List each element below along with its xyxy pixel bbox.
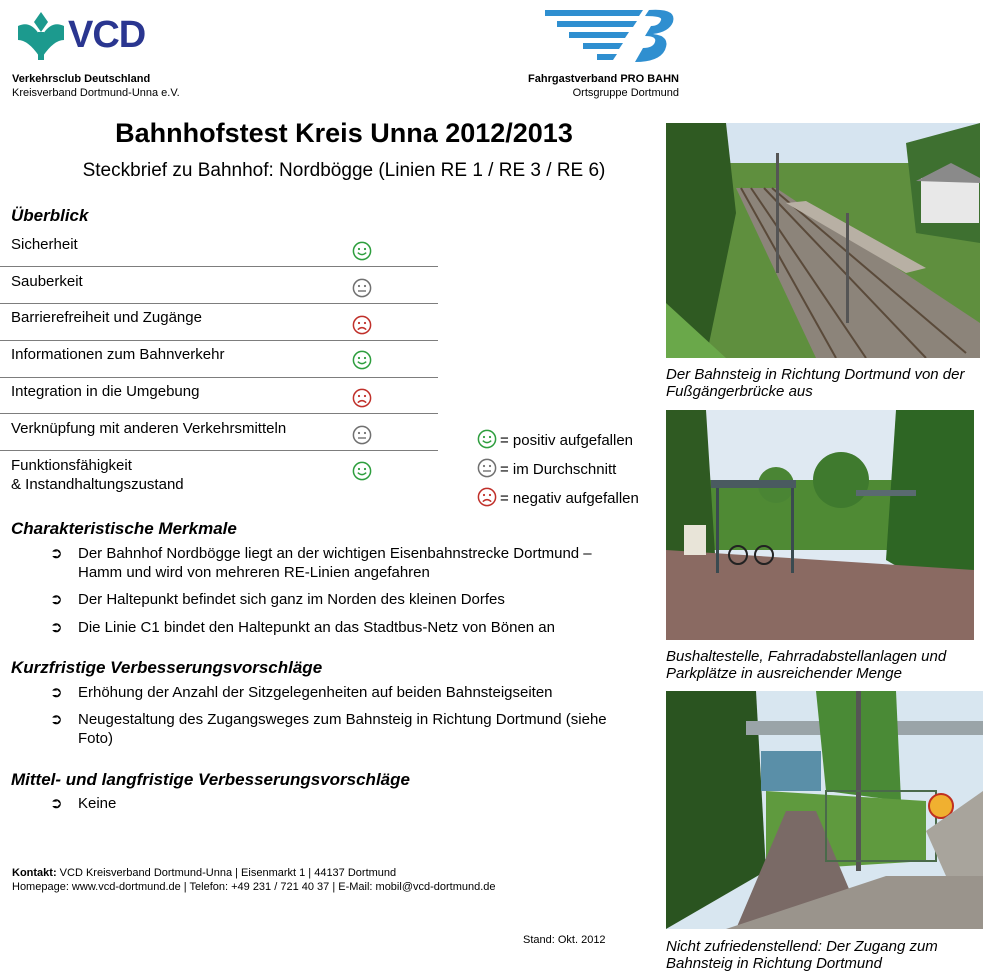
overview-row-label: Verknüpfung mit anderen Verkehrsmitteln	[11, 420, 287, 437]
left-org-block	[12, 72, 180, 100]
overview-row-informationen	[0, 341, 438, 378]
arrow-bullet-icon: ➲	[50, 619, 63, 636]
vcd-emblem-icon	[12, 10, 70, 62]
list-item	[50, 683, 655, 703]
pro-bahn-logo	[545, 8, 680, 64]
arrow-bullet-icon: ➲	[50, 711, 63, 728]
smiley-neutral-icon	[352, 425, 372, 445]
overview-row-label: Informationen zum Bahnverkehr	[11, 346, 225, 363]
right-org-block	[504, 72, 679, 100]
pro-bahn-emblem-icon	[545, 8, 680, 64]
photo-caption-line2: Parkplätze in ausreichender Menge	[666, 665, 902, 682]
smiley-neutral-icon	[352, 278, 372, 298]
legend-negative-label: = negativ aufgefallen	[500, 490, 639, 507]
right-org-branch: Ortsgruppe Dortmund	[572, 87, 679, 99]
overview-row-verknuepfung	[0, 414, 438, 451]
legend-neutral	[477, 458, 639, 487]
arrow-bullet-icon: ➲	[50, 545, 63, 562]
overview-row-sicherheit	[0, 230, 438, 267]
vcd-logo	[12, 10, 157, 62]
list-item-text-line1: Neugestaltung des Zugangsweges zum Bahnsteig in Richtung Dortmund (siehe	[78, 711, 607, 728]
stand-date: Stand: Okt. 2012	[523, 934, 606, 946]
photo-platform-from-bridge	[666, 123, 980, 358]
overview-row-funktion	[0, 451, 438, 499]
photo-caption-line2: Fußgängerbrücke aus	[666, 383, 813, 400]
photo-caption	[666, 648, 996, 682]
smiley-negative-icon	[352, 315, 372, 335]
left-org-name: Verkehrsclub Deutschland	[12, 73, 151, 85]
photo-caption-line1: Bushaltestelle, Fahrradabstellanlagen und	[666, 648, 947, 665]
long-term-heading: Mittel- und langfristige Verbesserungsvorschläge	[11, 770, 410, 789]
list-item-text: Erhöhung der Anzahl der Sitzgelegenheiten auf beiden Bahnsteigseiten	[78, 684, 553, 701]
smiley-neutral-icon	[477, 458, 497, 478]
legend	[477, 429, 639, 509]
list-item	[50, 794, 655, 814]
arrow-bullet-icon: ➲	[50, 795, 63, 812]
overview-heading: Überblick	[11, 206, 89, 225]
legend-positive	[477, 429, 639, 458]
arrow-bullet-icon: ➲	[50, 591, 63, 608]
legend-negative	[477, 487, 639, 509]
smiley-negative-icon	[477, 487, 497, 507]
features-heading: Charakteristische Merkmale	[11, 519, 237, 538]
smiley-positive-icon	[352, 461, 372, 481]
overview-row-barrierefreiheit	[0, 304, 438, 341]
photo-access-path	[666, 691, 983, 929]
short-term-heading: Kurzfristige Verbesserungsvorschläge	[11, 658, 323, 677]
photo-caption-line1: Nicht zufriedenstellend: Der Zugang zum	[666, 938, 938, 955]
list-item-text: Der Haltepunkt befindet sich ganz im Norden des kleinen Dorfes	[78, 591, 505, 608]
overview-row-label: Integration in die Umgebung	[11, 383, 200, 400]
contact-details: Homepage: www.vcd-dortmund.de | Telefon: +49 231 / 721 40 37 | E-Mail: mobil@vcd-dortmund.de	[12, 881, 496, 893]
legend-positive-label: = positiv aufgefallen	[500, 432, 634, 449]
list-item-text-line2: Foto)	[78, 730, 114, 747]
contact-address: VCD Kreisverband Dortmund-Unna | Eisenmarkt 1 | 44137 Dortmund	[59, 867, 397, 879]
overview-row-label-line1: Funktionsfähigkeit	[11, 457, 132, 474]
overview-row-label	[11, 456, 184, 494]
list-item	[50, 590, 655, 610]
list-item	[50, 544, 655, 584]
arrow-bullet-icon: ➲	[50, 684, 63, 701]
list-item-text-line2: Hamm und wird von mehreren RE-Linien angefahren	[78, 564, 430, 581]
vcd-logo-text: VCD	[68, 14, 146, 56]
list-item-text: Die Linie C1 bindet den Haltepunkt an das Stadtbus-Netz von Bönen an	[78, 619, 555, 636]
photo-bus-stop	[666, 410, 974, 640]
left-org-branch: Kreisverband Dortmund-Unna e.V.	[12, 87, 180, 99]
right-org-name: Fahrgastverband PRO BAHN	[528, 73, 679, 85]
list-item	[50, 618, 655, 638]
page-subtitle: Steckbrief zu Bahnhof: Nordbögge (Linien RE 1 / RE 3 / RE 6)	[82, 160, 606, 181]
overview-row-label: Sauberkeit	[11, 273, 83, 290]
overview-row-sauberkeit	[0, 267, 438, 304]
legend-neutral-label: = im Durchschnitt	[500, 461, 617, 478]
contact-block	[12, 866, 496, 894]
photo-caption	[666, 938, 996, 972]
overview-row-label: Barrierefreiheit und Zugänge	[11, 309, 202, 326]
overview-row-integration	[0, 378, 438, 414]
photo-caption-line1: Der Bahnsteig in Richtung Dortmund von der	[666, 366, 965, 383]
list-item-text: Keine	[78, 795, 117, 812]
overview-row-label-line2: & Instandhaltungszustand	[11, 476, 184, 493]
list-item-text-line1: Der Bahnhof Nordbögge liegt an der wichtigen Eisenbahnstrecke Dortmund –	[78, 545, 592, 562]
page-title: Bahnhofstest Kreis Unna 2012/2013	[115, 118, 573, 148]
smiley-positive-icon	[352, 350, 372, 370]
smiley-positive-icon	[352, 241, 372, 261]
smiley-negative-icon	[352, 388, 372, 408]
overview-row-label: Sicherheit	[11, 236, 78, 253]
photo-caption-line2: Bahnsteig in Richtung Dortmund	[666, 955, 882, 972]
photo-caption	[666, 366, 996, 400]
list-item	[50, 710, 655, 750]
contact-label: Kontakt:	[12, 867, 57, 879]
smiley-positive-icon	[477, 429, 497, 449]
